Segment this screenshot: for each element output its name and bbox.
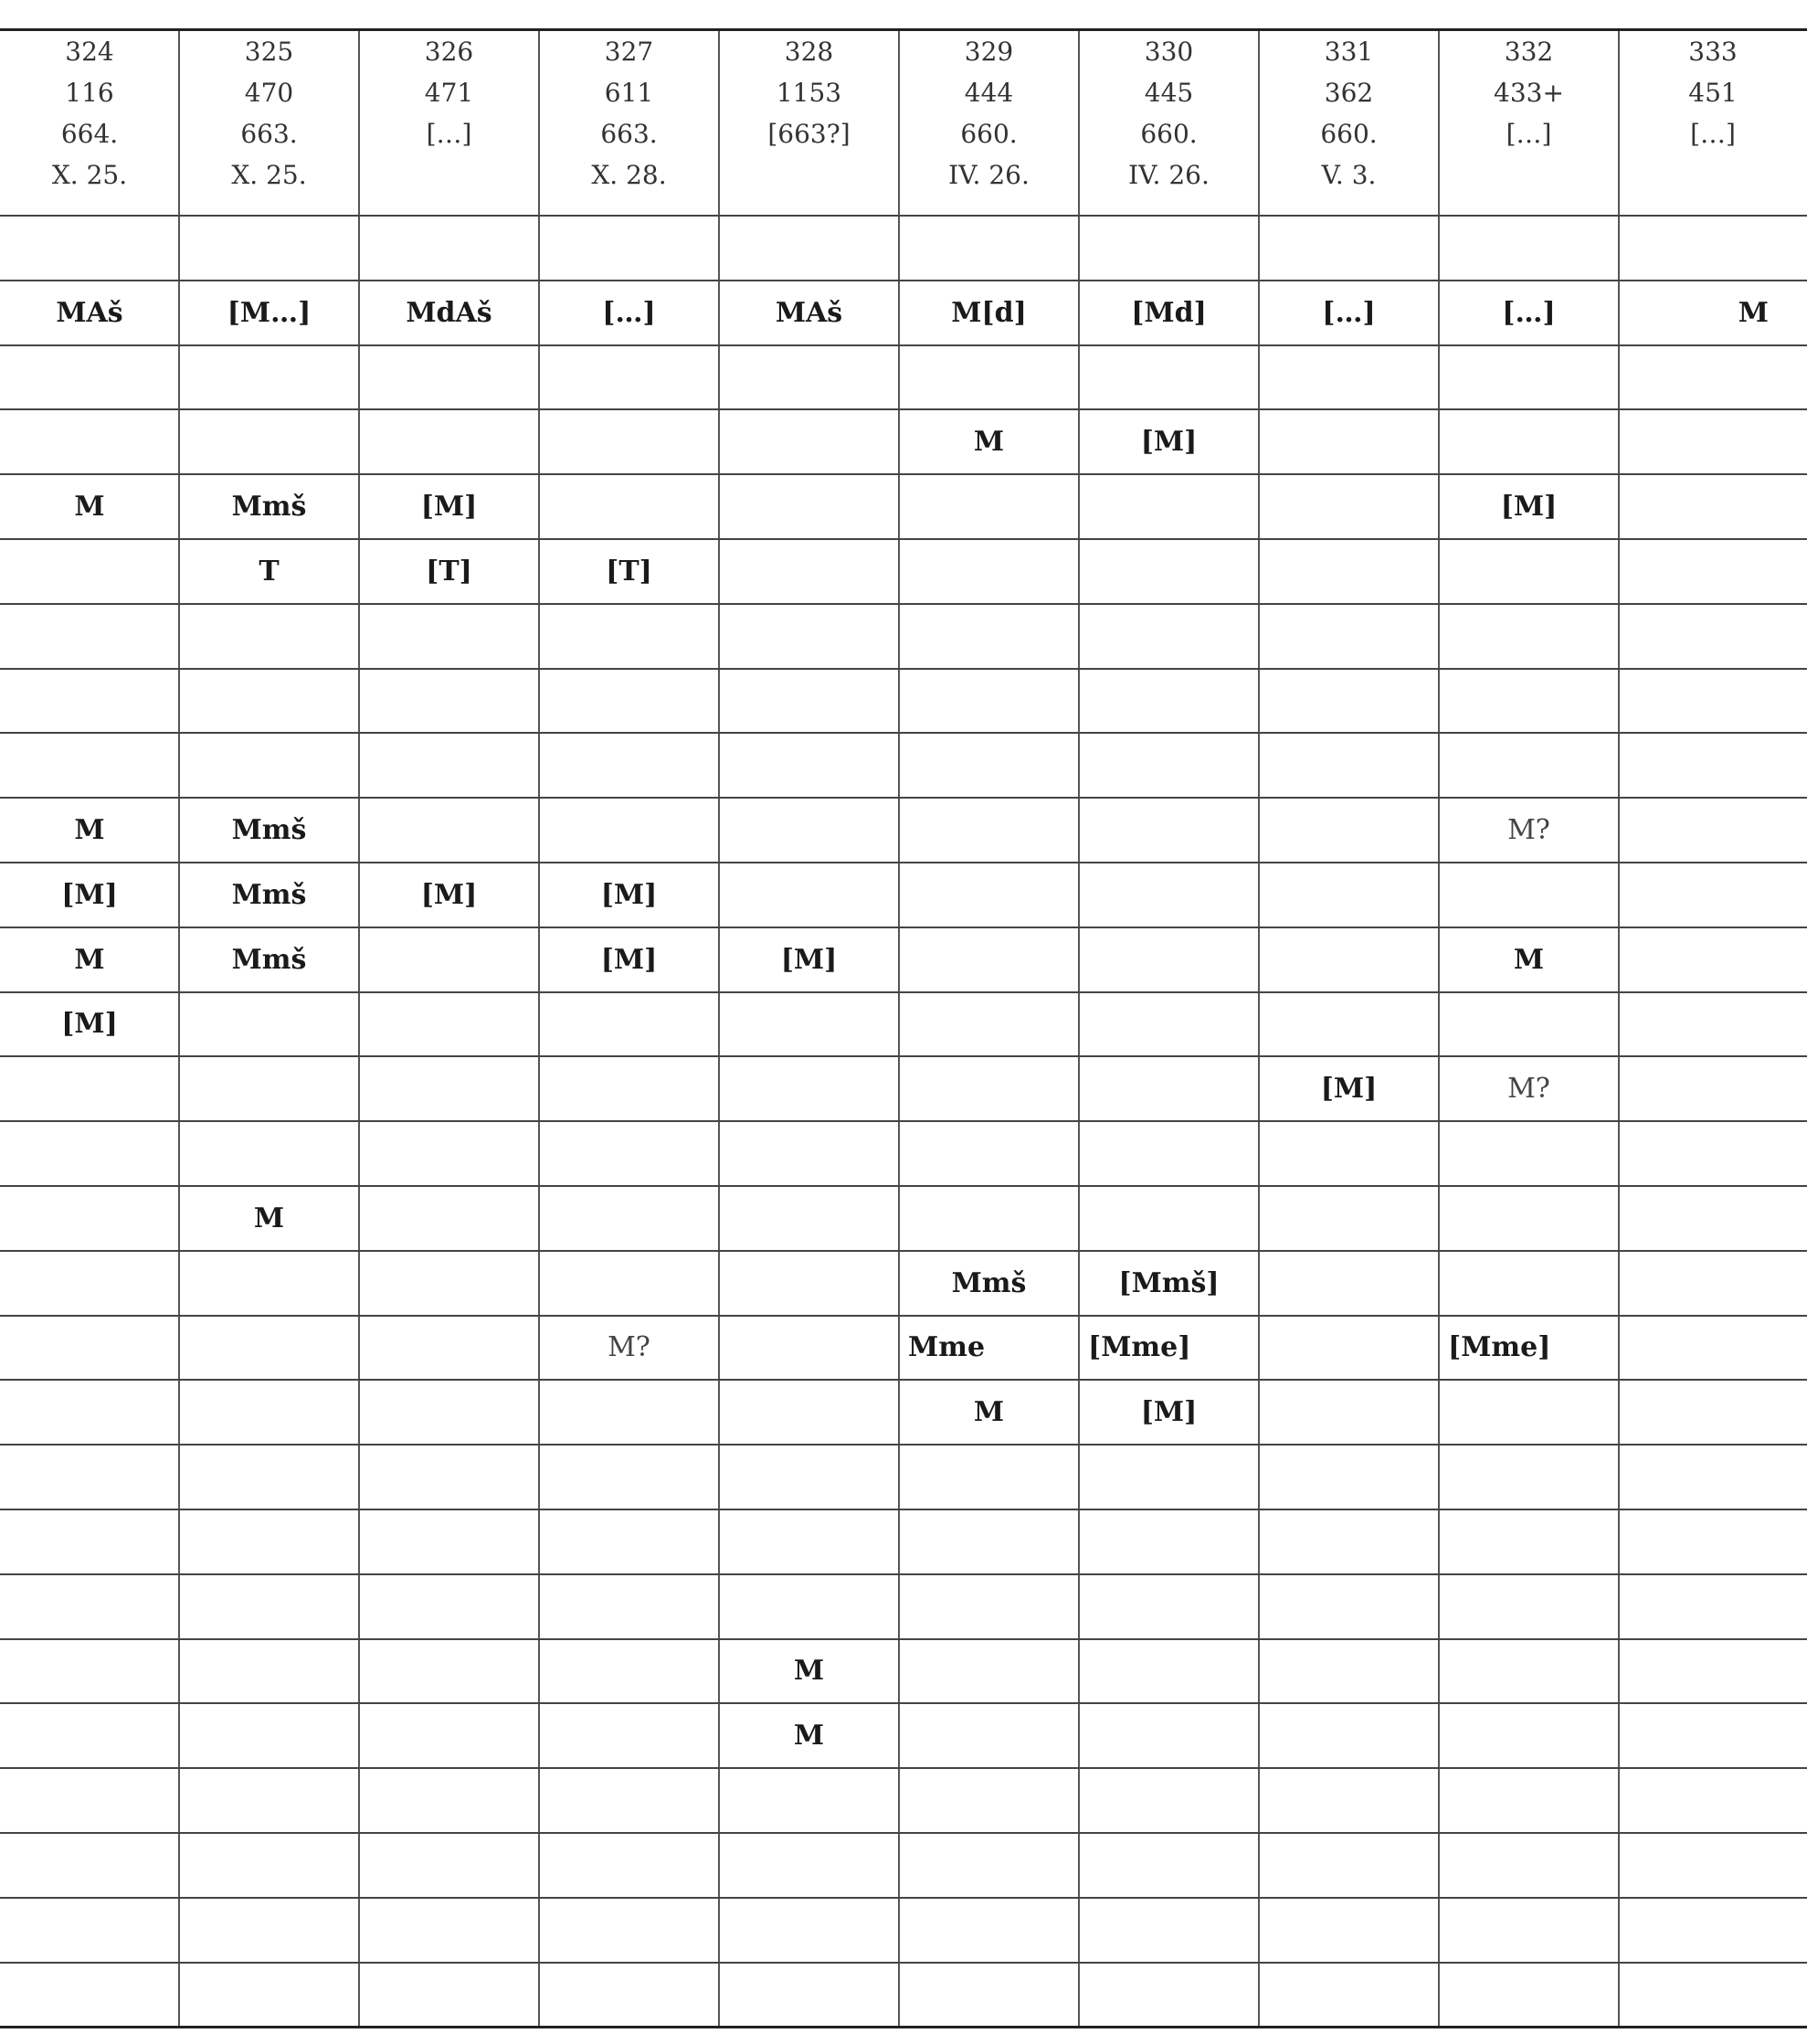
table-cell: [M…] bbox=[227, 296, 312, 329]
header-line: V. 3. bbox=[1321, 160, 1377, 190]
table-cell: […] bbox=[1322, 296, 1376, 329]
table-cell: MAš bbox=[775, 296, 843, 329]
header-line: 471 bbox=[424, 78, 474, 108]
header-cell bbox=[899, 31, 1079, 208]
header-line: […] bbox=[426, 119, 472, 149]
header-line: 327 bbox=[604, 37, 654, 67]
header-line: 332 bbox=[1504, 37, 1554, 67]
table-cell: [M] bbox=[780, 943, 838, 976]
table-cell: MdAš bbox=[406, 296, 492, 329]
header-cell bbox=[1439, 31, 1619, 208]
table-cell: Mmš bbox=[231, 943, 307, 976]
table-cell: [M] bbox=[420, 878, 478, 911]
header-cell bbox=[1619, 31, 1807, 208]
table-cell: Mme bbox=[908, 1331, 986, 1364]
row-divider bbox=[0, 1509, 1807, 1510]
header-line: 324 bbox=[65, 37, 114, 67]
table-cell: M bbox=[1513, 943, 1545, 976]
row-divider bbox=[0, 1897, 1807, 1899]
table-cell: Mmš bbox=[951, 1266, 1027, 1299]
header-line: 470 bbox=[244, 78, 294, 108]
row-divider bbox=[0, 1832, 1807, 1834]
table-cell: [Mme] bbox=[1088, 1331, 1191, 1364]
table-cell: [T] bbox=[426, 555, 472, 588]
row-divider bbox=[0, 215, 1807, 217]
header-line: IV. 26. bbox=[948, 160, 1030, 190]
table-cell: [M] bbox=[1320, 1073, 1378, 1106]
header-line: 328 bbox=[784, 37, 834, 67]
table-cell: […] bbox=[1502, 296, 1556, 329]
table-cell: M? bbox=[608, 1331, 650, 1364]
row-divider bbox=[0, 1573, 1807, 1575]
table-cell: Mmš bbox=[231, 814, 307, 847]
table-cell: MAš bbox=[56, 296, 123, 329]
header-line: 444 bbox=[964, 78, 1014, 108]
header-line: X. 25. bbox=[231, 160, 307, 190]
header-line: 663. bbox=[240, 119, 298, 149]
table-cell: T bbox=[259, 555, 280, 588]
table-cell: Mmš bbox=[231, 878, 307, 911]
header-cell bbox=[1079, 31, 1259, 208]
header-line: [663?] bbox=[767, 119, 851, 149]
row-divider bbox=[0, 1638, 1807, 1640]
header-line: 362 bbox=[1324, 78, 1374, 108]
header-line: 660. bbox=[960, 119, 1018, 149]
header-line: 664. bbox=[60, 119, 119, 149]
header-cell bbox=[0, 31, 179, 208]
header-cell bbox=[1259, 31, 1439, 208]
header-cell bbox=[719, 31, 899, 208]
header-line: 433+ bbox=[1494, 78, 1564, 108]
table-cell: [M] bbox=[420, 491, 478, 524]
table-cell: M bbox=[793, 1720, 825, 1753]
table-cell: M bbox=[74, 814, 105, 847]
header-line: 663. bbox=[600, 119, 658, 149]
table-cell: M bbox=[793, 1655, 825, 1688]
table-cell: [Mmš] bbox=[1118, 1266, 1220, 1299]
row-divider bbox=[0, 668, 1807, 670]
table-cell: M bbox=[973, 1396, 1005, 1429]
header-line: 329 bbox=[964, 37, 1014, 67]
table-cell: [Md] bbox=[1131, 296, 1207, 329]
table-cell: M bbox=[973, 426, 1005, 459]
header-line: 325 bbox=[244, 37, 294, 67]
table-cell: [M] bbox=[600, 878, 658, 911]
row-divider bbox=[0, 1702, 1807, 1704]
table-cell: [M] bbox=[1500, 491, 1558, 524]
header-line: 330 bbox=[1144, 37, 1194, 67]
header-cell bbox=[539, 31, 719, 208]
header-cell bbox=[359, 31, 539, 208]
header-line: X. 25. bbox=[51, 160, 128, 190]
header-line: 660. bbox=[1320, 119, 1378, 149]
table-cell: M bbox=[1738, 296, 1769, 329]
header-line: […] bbox=[1690, 119, 1736, 149]
header-line: 451 bbox=[1688, 78, 1738, 108]
table-cell: M? bbox=[1507, 1073, 1550, 1106]
row-divider bbox=[0, 2026, 1807, 2028]
table-cell: [M] bbox=[61, 1008, 118, 1041]
header-line: 445 bbox=[1144, 78, 1194, 108]
header-line: IV. 26. bbox=[1128, 160, 1210, 190]
row-divider bbox=[0, 1962, 1807, 1964]
table-cell: M bbox=[74, 491, 105, 524]
header-line: 1153 bbox=[776, 78, 842, 108]
header-cell bbox=[179, 31, 359, 208]
table-cell: […] bbox=[602, 296, 656, 329]
header-line: 326 bbox=[424, 37, 474, 67]
table-cell: [M] bbox=[600, 943, 658, 976]
header-line: 333 bbox=[1688, 37, 1738, 67]
header-line: 331 bbox=[1324, 37, 1374, 67]
table-cell: [T] bbox=[606, 555, 652, 588]
header-line: X. 28. bbox=[591, 160, 667, 190]
table-cell: M bbox=[74, 943, 105, 976]
table-cell: [M] bbox=[1140, 1396, 1198, 1429]
header-line: […] bbox=[1506, 119, 1552, 149]
table-cell: Mmš bbox=[231, 491, 307, 524]
data-table bbox=[0, 29, 1807, 2030]
row-divider bbox=[0, 1767, 1807, 1769]
row-divider bbox=[0, 732, 1807, 734]
header-line: 611 bbox=[604, 78, 654, 108]
table-cell: [Mme] bbox=[1448, 1331, 1551, 1364]
table-cell: M bbox=[253, 1202, 285, 1234]
header-line: 660. bbox=[1140, 119, 1198, 149]
table-cell: M? bbox=[1507, 814, 1550, 847]
table-cell: [M] bbox=[1140, 426, 1198, 459]
table-cell: M[d] bbox=[951, 296, 1027, 329]
table-cell: [M] bbox=[61, 878, 118, 911]
header-line: 116 bbox=[65, 78, 114, 108]
